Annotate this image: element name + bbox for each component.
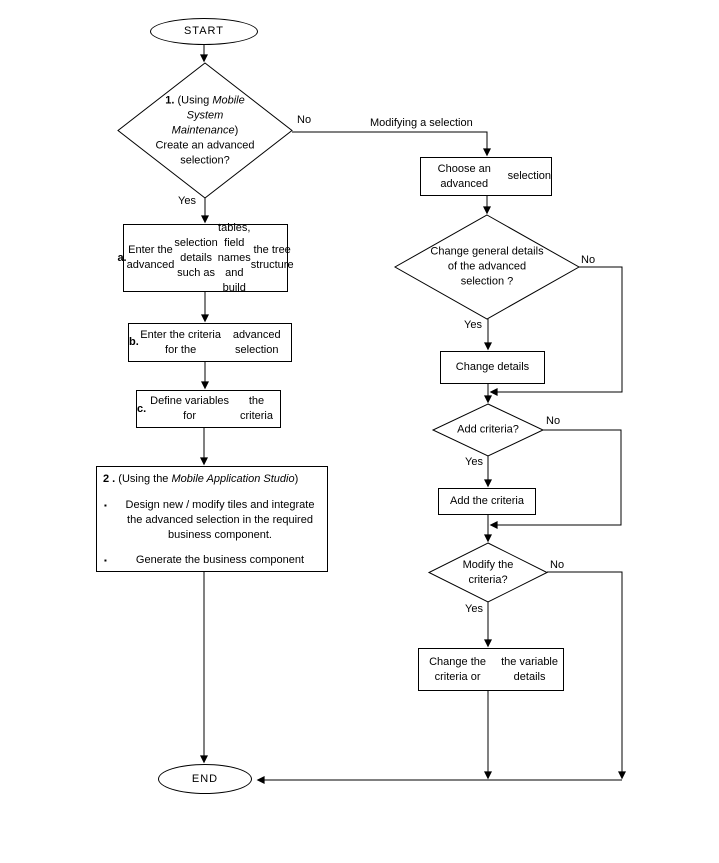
process-application-studio	[96, 466, 328, 572]
end-label: END	[191, 772, 219, 785]
process-change-details: Change details	[440, 351, 545, 384]
edge-create-no-to-choose	[292, 132, 487, 154]
label-no-add-criteria: No	[546, 415, 561, 427]
studio-heading: 2 . (Using the Mobile Application Studio)	[103, 473, 299, 485]
label-yes-add-criteria: Yes	[465, 456, 483, 468]
label-no-create: No	[297, 114, 312, 126]
end-terminator	[158, 764, 252, 794]
process-choose-selection: Choose an advanced selection	[420, 157, 552, 196]
decision-add-criteria-text: Add criteria?	[457, 423, 519, 436]
process-enter-criteria: b. Enter the criteria for the advanced selection	[128, 323, 292, 362]
studio-bullet-1	[101, 498, 323, 543]
label-yes-create: Yes	[178, 195, 196, 207]
start-terminator	[150, 18, 258, 45]
decision-modify-criteria-text: Modify the criteria?	[462, 559, 514, 586]
decision-change-general-text: Change general details of the advanced selection ?	[430, 245, 544, 288]
process-enter-details: a. Enter the advanced selection details such as tables, field names and build the tree structure	[117, 221, 294, 294]
label-modifying-a-selection: Modifying a selection	[370, 117, 473, 129]
label-no-modify-criteria: No	[550, 559, 565, 571]
label-yes-modify-criteria: Yes	[465, 603, 483, 615]
bullet-square-icon: ▪	[104, 556, 107, 565]
label-no-change-general: No	[581, 254, 596, 266]
process-change-criteria: Change the criteria or the variable details	[418, 648, 564, 691]
studio-bullet-2	[101, 553, 323, 568]
label-yes-change-general: Yes	[464, 319, 482, 331]
process-define-variables: c. Define variables for the criteria	[136, 390, 281, 428]
start-label: START	[183, 25, 225, 37]
bullet-square-icon: ▪	[104, 501, 107, 510]
decision-create-selection-text: 1. (Using Mobile System Maintenance) Create an advanced selection?	[155, 94, 255, 167]
studio-bullet-1-text: Design new / modify tiles and integrate the advanced selection in the required business component.	[125, 499, 315, 541]
studio-bullet-2-text: Generate the business component	[135, 554, 305, 566]
process-add-the-criteria: Add the criteria	[438, 488, 536, 515]
